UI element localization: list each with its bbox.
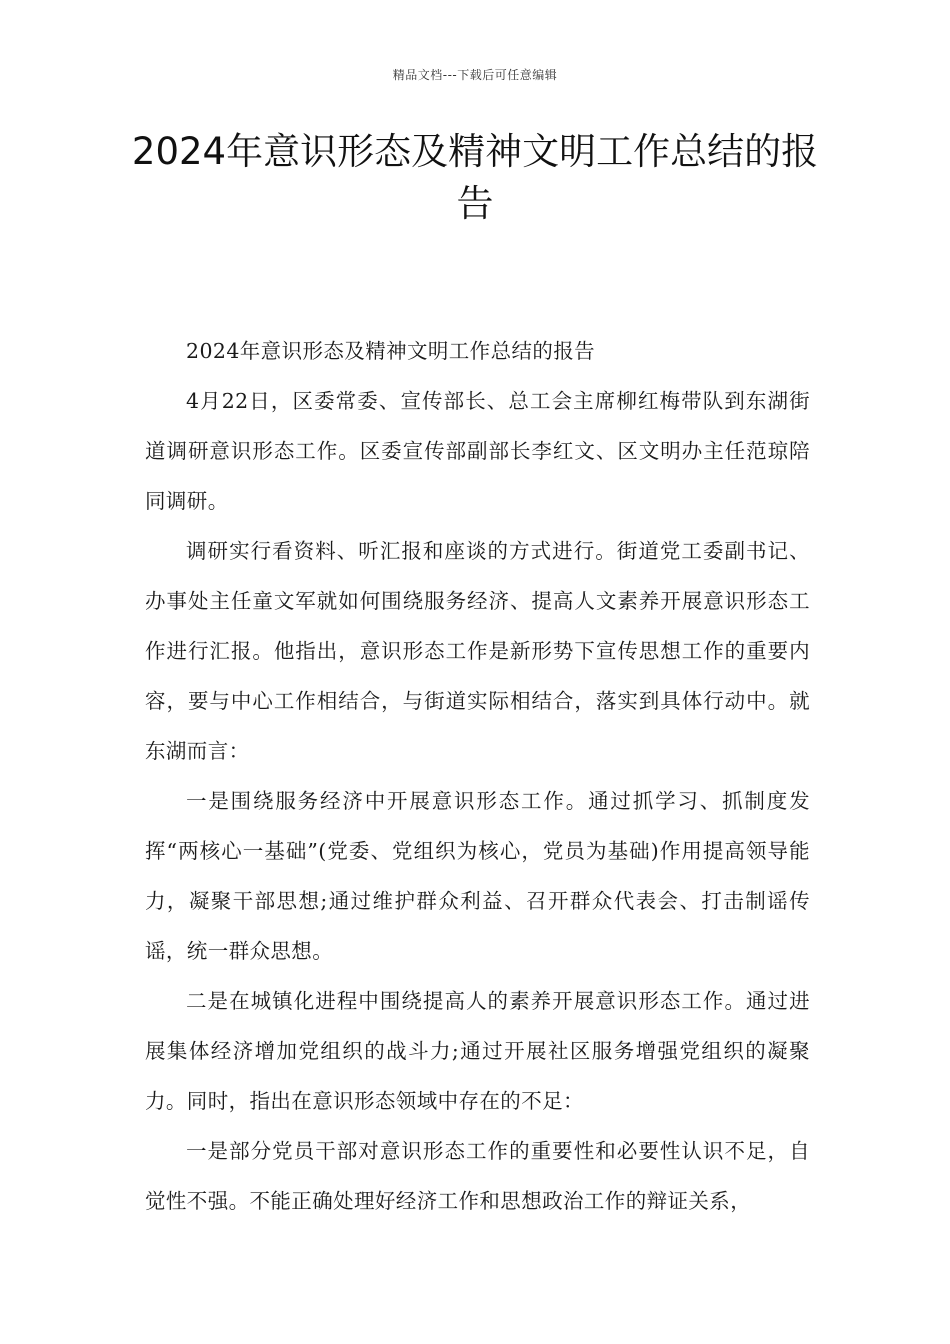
paragraph: 调研实行看资料、听汇报和座谈的方式进行。街道党工委副书记、办事处主任童文军就如何围绕服务经济、提高人文素养开展意识形态工作进行汇报。他指出，意识形态工作是新形势下宣传思想工作的重要内容，要与中心工作相结合，与街道实际相结合，落实到具体行动中。就东湖而言： xyxy=(145,539,810,763)
paragraph: 4月22日，区委常委、宣传部长、总工会主席柳红梅带队到东湖街道调研意识形态工作。区委宣传部副部长李红文、区文明办主任范琼陪同调研。 xyxy=(145,389,810,513)
paragraph-subtitle: 2024年意识形态及精神文明工作总结的报告 xyxy=(186,339,596,363)
paragraph: 二是在城镇化进程中围绕提高人的素养开展意识形态工作。通过进展集体经济增加党组织的战斗力;通过开展社区服务增强党组织的凝聚力。同时，指出在意识形态领域中存在的不足： xyxy=(145,989,810,1113)
document-title: 2024年意识形态及精神文明工作总结的报告 xyxy=(131,130,819,225)
paragraph: 一是围绕服务经济中开展意识形态工作。通过抓学习、抓制度发挥“两核心一基础”(党委、党组织为核心，党员为基础)作用提高领导能力，凝聚干部思想;通过维护群众利益、召开群众代表会、打击制谣传谣，统一群众思想。 xyxy=(145,789,810,963)
document-body xyxy=(145,326,810,1226)
paragraph: 一是部分党员干部对意识形态工作的重要性和必要性认识不足，自觉性不强。不能正确处理好经济工作和思想政治工作的辩证关系， xyxy=(145,1139,810,1213)
header-note: 精品文档---下载后可任意编辑 xyxy=(392,68,558,82)
